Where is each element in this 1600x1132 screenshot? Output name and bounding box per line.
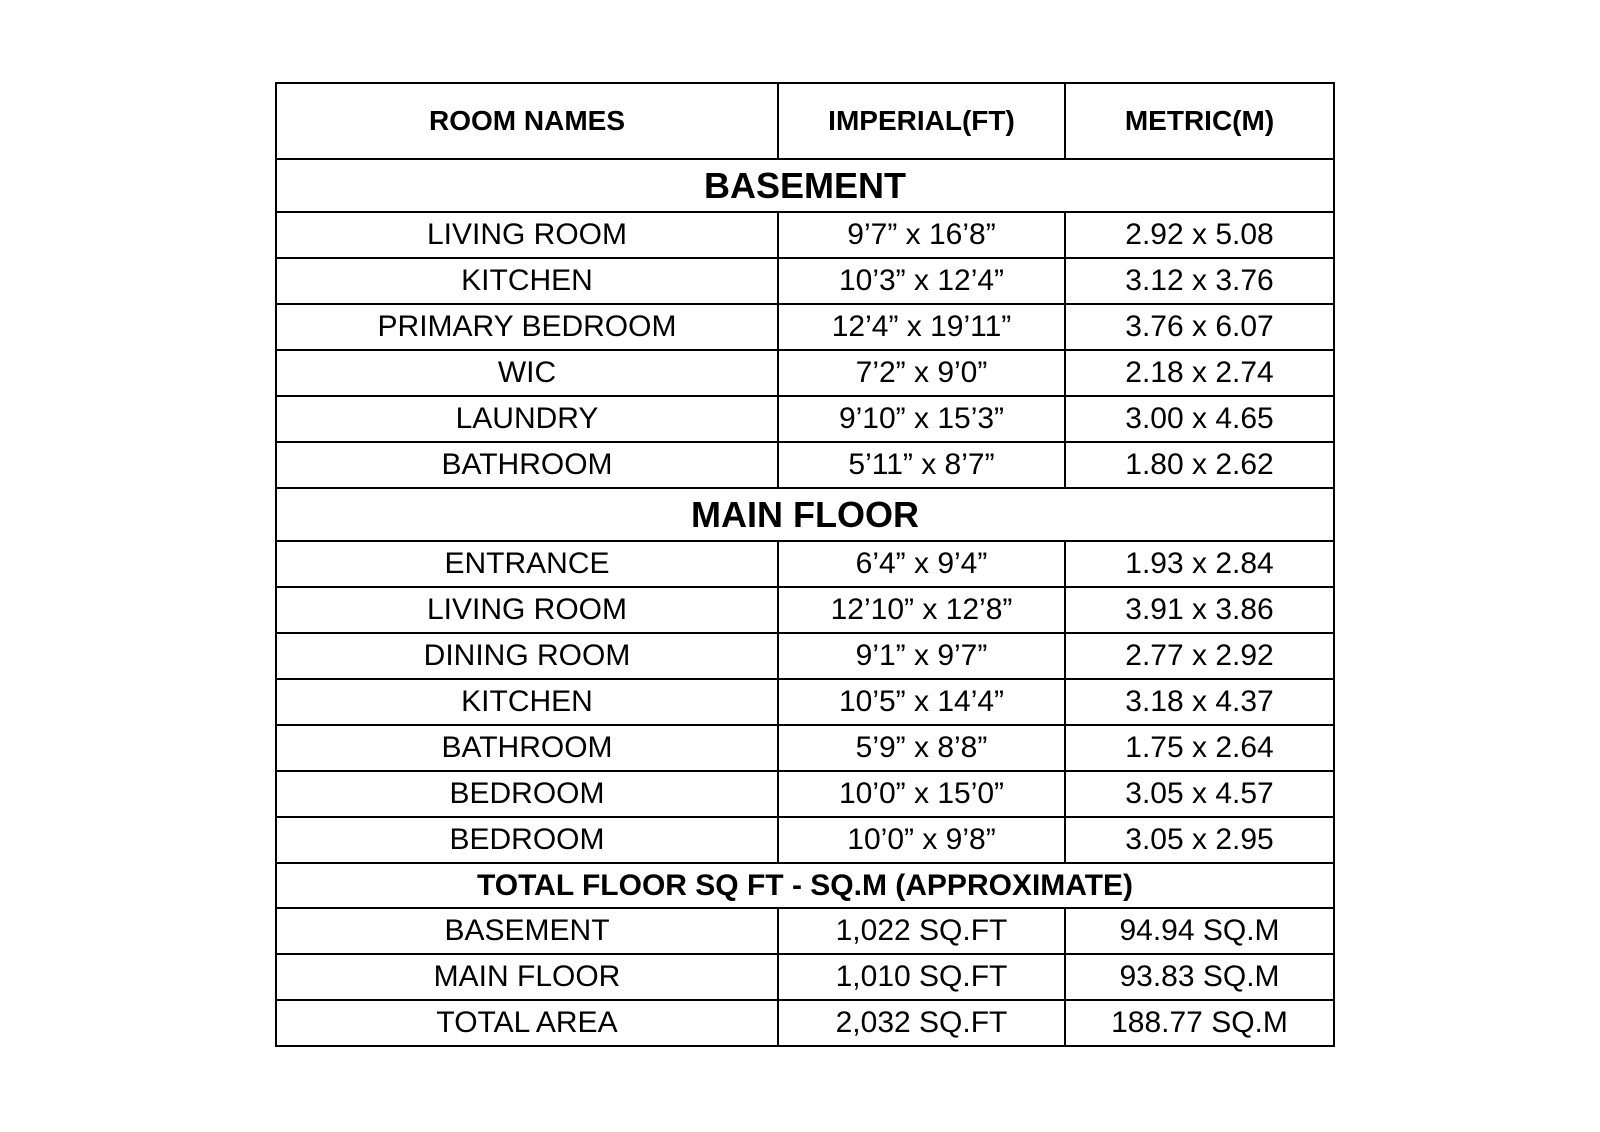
imperial-cell: 7’2” x 9’0” bbox=[778, 350, 1065, 396]
room-name-cell: LIVING ROOM bbox=[276, 212, 778, 258]
room-name-cell: BEDROOM bbox=[276, 771, 778, 817]
table-row bbox=[276, 212, 1334, 258]
area-name-cell: TOTAL AREA bbox=[276, 1000, 778, 1046]
metric-cell: 2.18 x 2.74 bbox=[1065, 350, 1334, 396]
metric-cell: 3.00 x 4.65 bbox=[1065, 396, 1334, 442]
metric-cell: 3.91 x 3.86 bbox=[1065, 587, 1334, 633]
imperial-cell: 12’4” x 19’11” bbox=[778, 304, 1065, 350]
area-name-cell: MAIN FLOOR bbox=[276, 954, 778, 1000]
table-row bbox=[276, 679, 1334, 725]
room-name-cell: BEDROOM bbox=[276, 817, 778, 863]
table-row bbox=[276, 817, 1334, 863]
room-name-cell: BATHROOM bbox=[276, 442, 778, 488]
table-row bbox=[276, 541, 1334, 587]
room-name-cell: KITCHEN bbox=[276, 258, 778, 304]
section-main-floor-row bbox=[276, 488, 1334, 541]
header-room-names: ROOM NAMES bbox=[276, 83, 778, 159]
metric-cell: 1.75 x 2.64 bbox=[1065, 725, 1334, 771]
area-metric-cell: 94.94 SQ.M bbox=[1065, 908, 1334, 954]
metric-cell: 3.05 x 4.57 bbox=[1065, 771, 1334, 817]
table-row bbox=[276, 633, 1334, 679]
imperial-cell: 9’1” x 9’7” bbox=[778, 633, 1065, 679]
metric-cell: 2.92 x 5.08 bbox=[1065, 212, 1334, 258]
area-metric-cell: 188.77 SQ.M bbox=[1065, 1000, 1334, 1046]
table-row bbox=[276, 725, 1334, 771]
table-row bbox=[276, 954, 1334, 1000]
table-row bbox=[276, 396, 1334, 442]
imperial-cell: 10’5” x 14’4” bbox=[778, 679, 1065, 725]
table-row bbox=[276, 304, 1334, 350]
header-imperial: IMPERIAL(FT) bbox=[778, 83, 1065, 159]
room-name-cell: LIVING ROOM bbox=[276, 587, 778, 633]
imperial-cell: 9’10” x 15’3” bbox=[778, 396, 1065, 442]
table-row bbox=[276, 1000, 1334, 1046]
table-header-row bbox=[276, 83, 1334, 159]
imperial-cell: 9’7” x 16’8” bbox=[778, 212, 1065, 258]
metric-cell: 1.93 x 2.84 bbox=[1065, 541, 1334, 587]
header-metric: METRIC(M) bbox=[1065, 83, 1334, 159]
area-imperial-cell: 2,032 SQ.FT bbox=[778, 1000, 1065, 1046]
section-main-floor-title: MAIN FLOOR bbox=[276, 488, 1334, 541]
metric-cell: 3.12 x 3.76 bbox=[1065, 258, 1334, 304]
area-imperial-cell: 1,010 SQ.FT bbox=[778, 954, 1065, 1000]
imperial-cell: 5’11” x 8’7” bbox=[778, 442, 1065, 488]
table-row bbox=[276, 771, 1334, 817]
room-name-cell: WIC bbox=[276, 350, 778, 396]
metric-cell: 1.80 x 2.62 bbox=[1065, 442, 1334, 488]
section-totals-title: TOTAL FLOOR SQ FT - SQ.M (APPROXIMATE) bbox=[276, 863, 1334, 908]
room-name-cell: BATHROOM bbox=[276, 725, 778, 771]
room-name-cell: PRIMARY BEDROOM bbox=[276, 304, 778, 350]
imperial-cell: 5’9” x 8’8” bbox=[778, 725, 1065, 771]
area-imperial-cell: 1,022 SQ.FT bbox=[778, 908, 1065, 954]
imperial-cell: 10’3” x 12’4” bbox=[778, 258, 1065, 304]
room-name-cell: LAUNDRY bbox=[276, 396, 778, 442]
room-name-cell: KITCHEN bbox=[276, 679, 778, 725]
metric-cell: 2.77 x 2.92 bbox=[1065, 633, 1334, 679]
imperial-cell: 10’0” x 9’8” bbox=[778, 817, 1065, 863]
metric-cell: 3.76 x 6.07 bbox=[1065, 304, 1334, 350]
metric-cell: 3.05 x 2.95 bbox=[1065, 817, 1334, 863]
imperial-cell: 6’4” x 9’4” bbox=[778, 541, 1065, 587]
section-basement-row bbox=[276, 159, 1334, 212]
table-row bbox=[276, 908, 1334, 954]
area-metric-cell: 93.83 SQ.M bbox=[1065, 954, 1334, 1000]
table-row bbox=[276, 258, 1334, 304]
room-dimensions-table bbox=[275, 82, 1335, 1047]
imperial-cell: 10’0” x 15’0” bbox=[778, 771, 1065, 817]
table-row bbox=[276, 442, 1334, 488]
imperial-cell: 12’10” x 12’8” bbox=[778, 587, 1065, 633]
room-name-cell: DINING ROOM bbox=[276, 633, 778, 679]
table-row bbox=[276, 350, 1334, 396]
area-name-cell: BASEMENT bbox=[276, 908, 778, 954]
section-basement-title: BASEMENT bbox=[276, 159, 1334, 212]
room-name-cell: ENTRANCE bbox=[276, 541, 778, 587]
metric-cell: 3.18 x 4.37 bbox=[1065, 679, 1334, 725]
table-row bbox=[276, 587, 1334, 633]
section-totals-row bbox=[276, 863, 1334, 908]
